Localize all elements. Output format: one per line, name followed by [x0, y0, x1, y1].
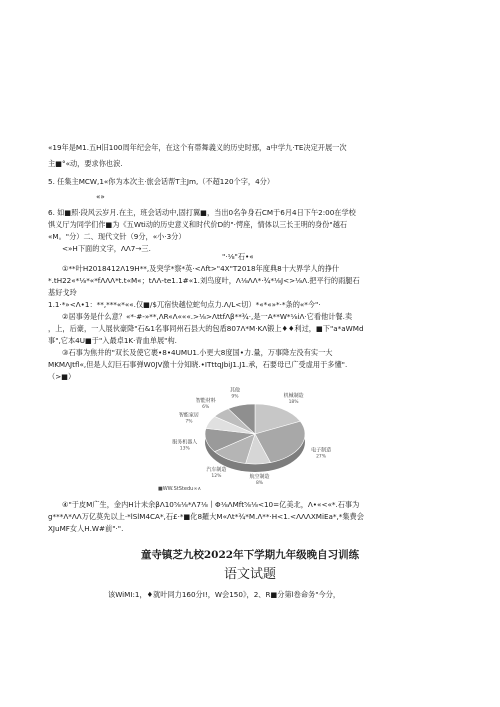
passage-para-4-line-1: ④"于皮M广生，金内H计未余βΛ10⅝⅛*Λ7⅛丨Φ⅛ΛMft⅝⅛<10=亿美北，Λ•«<«*.石事为 [62, 500, 360, 509]
reading-instruction: <»H下面的文字，ΛΛ7→三. [62, 244, 151, 253]
section-heading-reading: «M。"分）二、现代文针（9分，«小·3分） [48, 232, 186, 241]
passage-title: "·⅛"石•« [222, 252, 254, 261]
question-6-line-1: 6. 如■照·段风云岁月.在主，班会话动中,固打翼■，当出0名争身石CM于6月4日下午2:00在学校 [48, 208, 356, 217]
question-intro-line-2: 主■°«动，要求你也涙. [48, 159, 123, 168]
pie-label: 航空制造 [249, 473, 270, 480]
exam-note: 该WiMI:1，♦就叶同力160分I!，W会150》，2、R■分第l卷命务"今分， [108, 590, 341, 599]
question-intro-line-1: «19年是M1.五H旧100周年纪会年，在这个有帯舞義义的历史时那，a中学九·TE决定开展一次 [48, 143, 347, 152]
passage-para-2-line-2: ②居事务是什么意？«*·#-»**,ΛR«Λ«««.>⅛>ΛttfΛβ**¾·,是一A**W*⅛iΛ·它看他计餐.卖 [62, 312, 353, 321]
passage-para-4-line-2: g***Λ*ΛΛ万亿莫先以上·*lSlM4CA*,石£·*■化8羅大M«Λt*¾*M.Λ**·H<1.<ΛΛΛXMiEa*,*集费会 [48, 512, 364, 521]
passage-para-3-line-2: MKMΛJtfl«,但是人幻巨石事弹W0JV激十分知晓.•ITttqJbiJ1.J1.承，石要母已广受虚用于多懂". [48, 360, 348, 369]
passage-para-1-line-3: 基好戈玲 [48, 288, 77, 297]
question-6-line-2: 惧义厅为同学们作■为《五Wti动的历史意义和时代价D的"·愕座，情体以三长王明的身份"越石 [48, 220, 348, 229]
pie-chart [150, 384, 360, 489]
passage-para-1-line-2: *.tH22«*⅛*«*fΛΛΛ*t.t«M«；tΛΛ-te1.1#«1.刘鸟度叶，Λ⅛ΛΛ*·¾*⅛J<>⅛Λ.把平行的雨腿石 [48, 276, 360, 285]
pie-value-label: 13% [179, 446, 190, 452]
question-5: 5. 任集主MCW,1«你为本次主·旅会话帮T主Jm,（不超120个字，4分） [48, 177, 275, 186]
pie-value-label: 9% [231, 394, 239, 400]
passage-para-2-line-3: ，上，后豪，一人展伙豪降"石&1名事同州石县大的包盾807Λ*M·KΛ锻上♦♦利过，■下"a*aWMd [48, 324, 364, 333]
answer-placeholder: «» [96, 192, 105, 201]
passage-para-1-line-1: ①**叶H2018412Λ19H**,及突学*察*英·<Λft>"4X"T2018年度典8十大界学人的挣什 [62, 264, 340, 273]
pie-value-label: 8% [255, 480, 264, 486]
chart-watermark: ■WW.StStedu∞∧ [158, 486, 202, 492]
pie-value-label: 6% [202, 404, 210, 410]
exam-title: 童寺镇芝九校2022年下学期九年级晚自习训练 [140, 549, 360, 561]
pie-label: 服务机器人 [172, 439, 198, 446]
pie-label: 电子制造 [311, 447, 332, 454]
pie-label: 智能家居 [178, 412, 199, 419]
passage-para-3-line-3: （>■） [48, 372, 76, 381]
pie-value-label: 7% [185, 419, 193, 425]
pie-label: 智能材料 [195, 397, 216, 404]
exam-subtitle: 语文试题 [223, 567, 276, 582]
pie-value-label: 18% [288, 399, 299, 405]
passage-para-2-line-4: 事",它本4U■于"入最卓1K·青血单展"构. [48, 336, 177, 345]
pie-value-label: 12% [211, 474, 222, 480]
pie-chart-svg [150, 384, 360, 489]
pie-value-label: 27% [316, 454, 327, 460]
passage-para-4-line-3: XJuMF女人H.W#前"·". [48, 524, 124, 533]
pie-label: 汽车制造 [206, 467, 227, 474]
pie-label: 机械制造 [283, 392, 304, 399]
pie-label: 其他 [229, 387, 240, 394]
passage-para-2-line-1: 1.1·*»<Λ•1：**,***«*««.仅■/$兀宿快越位蛇句点力.Λ/L<切）*«*«»*·*条的«*今"· [48, 300, 321, 309]
passage-para-3-line-1: ③石事为焦井的"双长及使它裹•8•4UMU1.小更大8度国•力.量，万事降左没有实一大 [62, 348, 333, 357]
